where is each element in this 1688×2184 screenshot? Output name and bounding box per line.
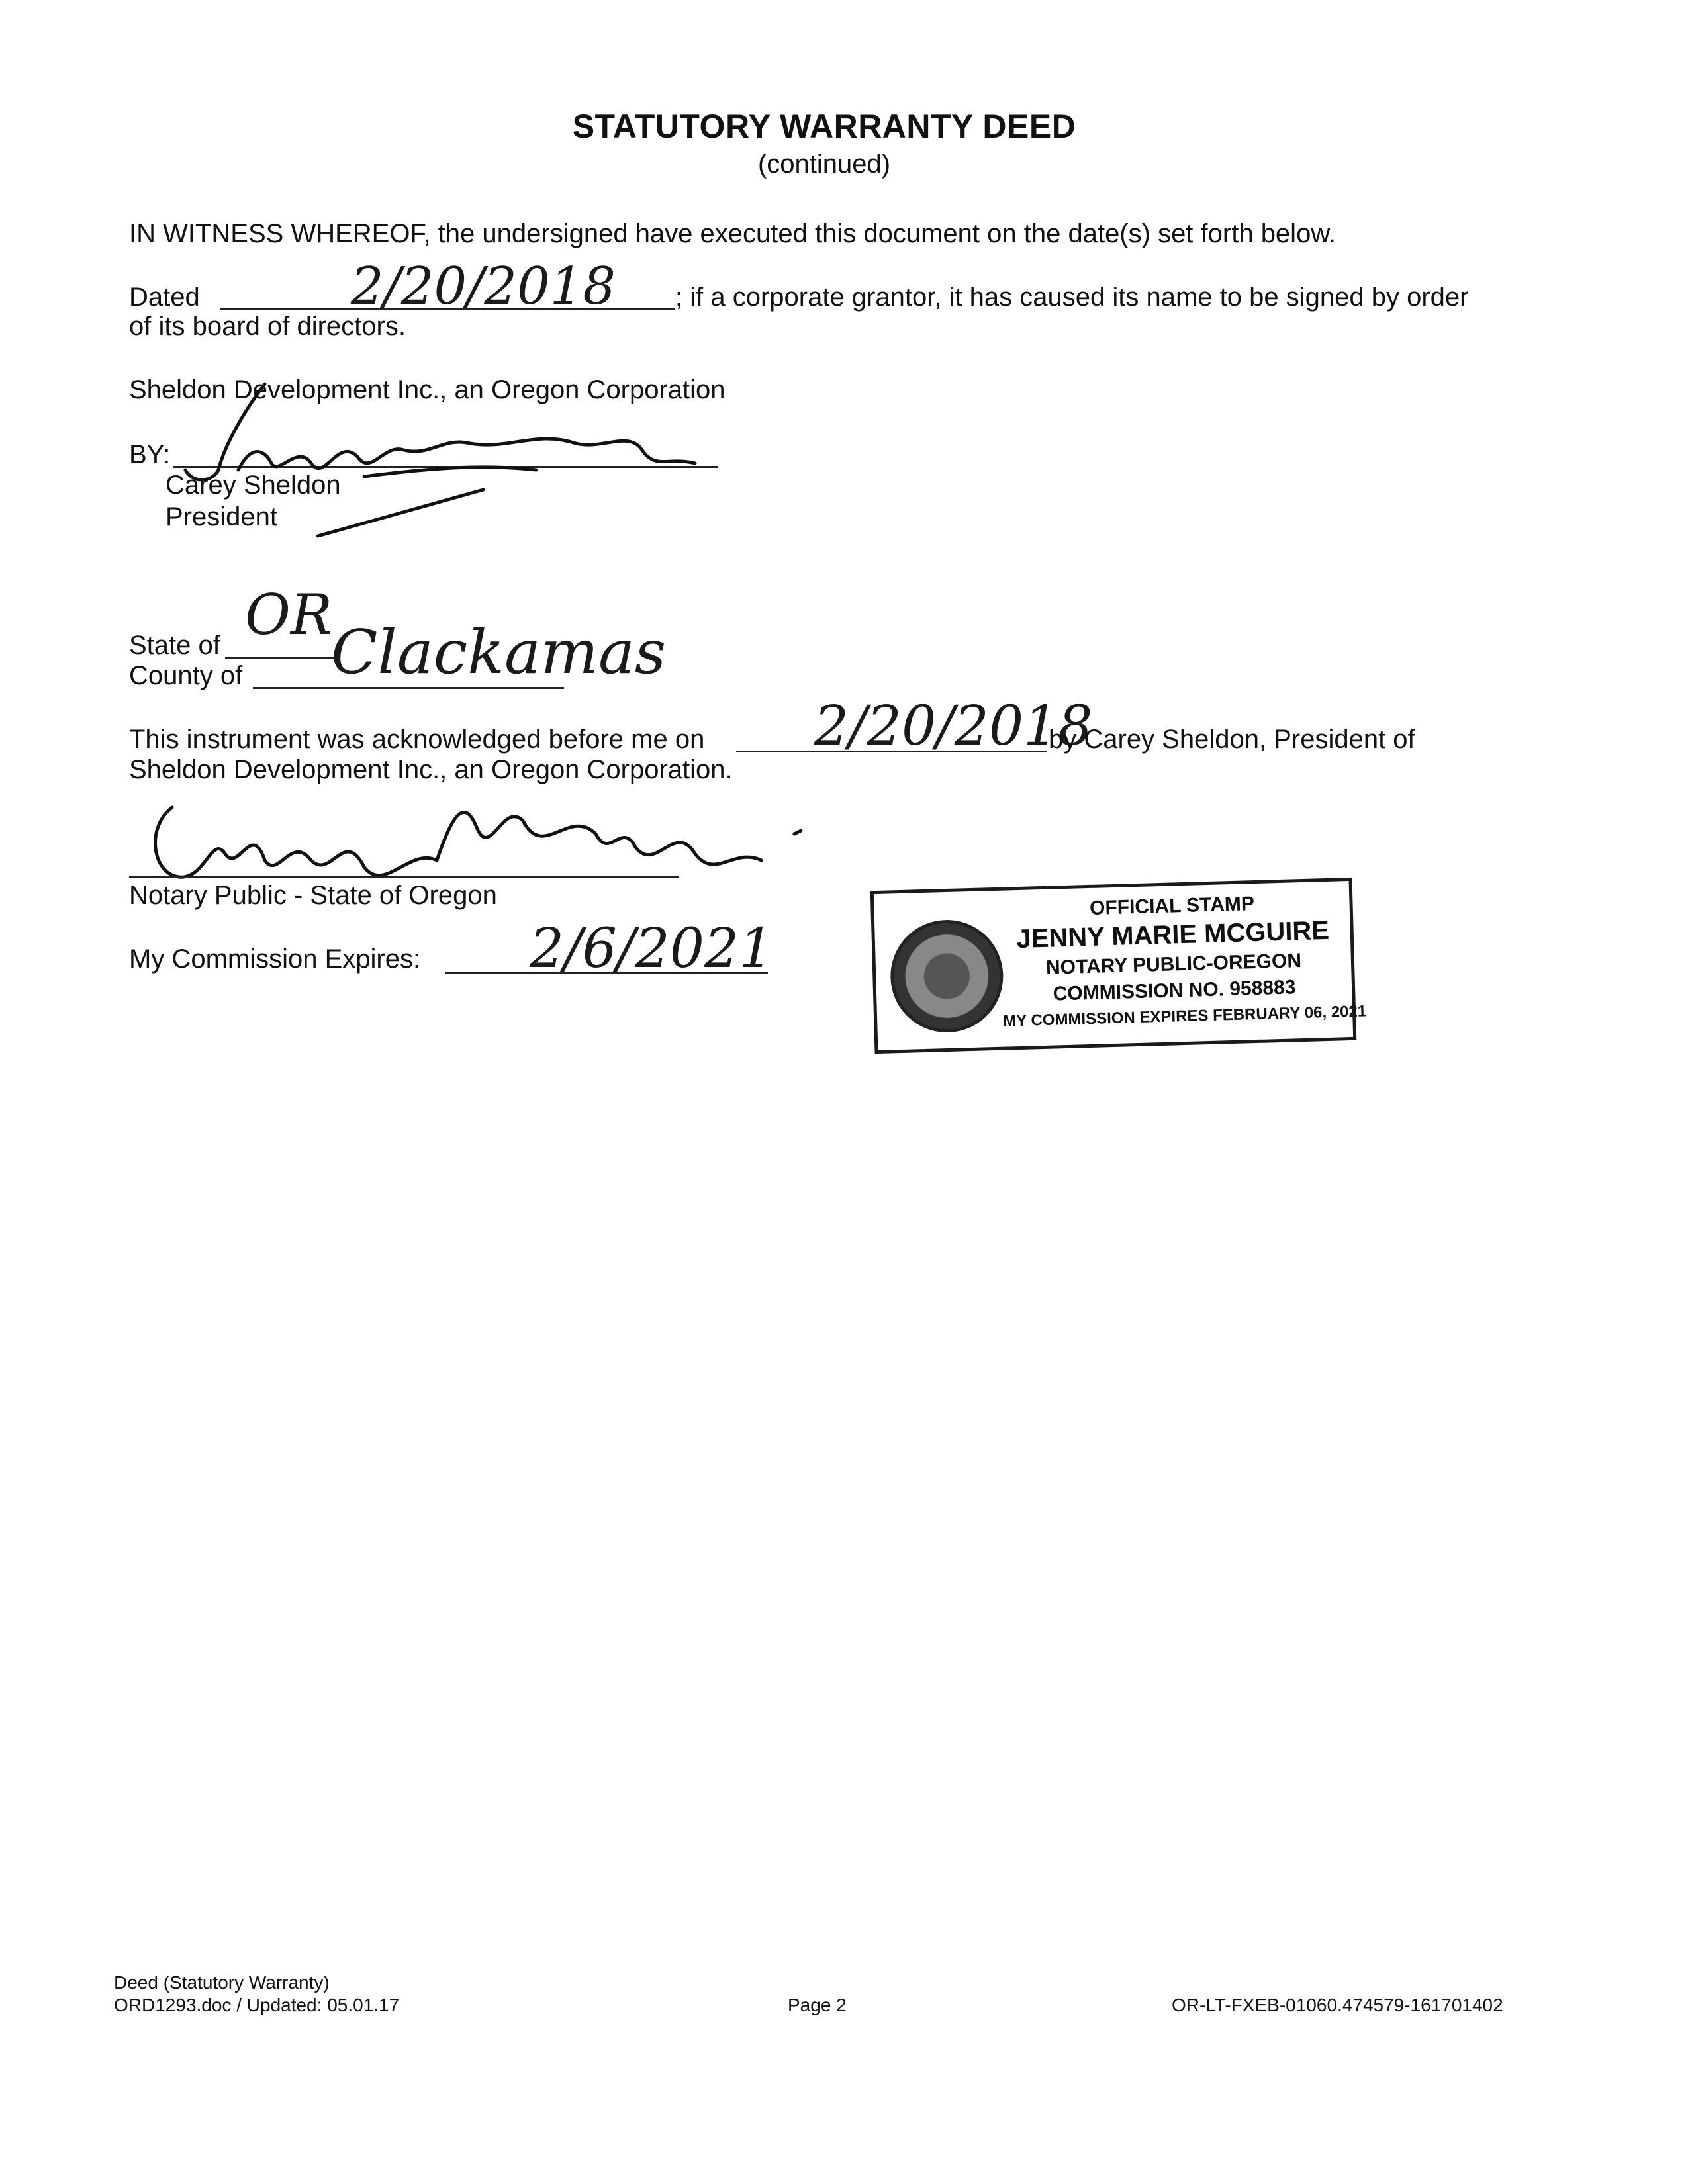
acknowledgment-line-2: Sheldon Development Inc., an Oregon Corporation.: [129, 755, 733, 784]
acknowledgment-suffix: by Carey Sheldon, President of: [1049, 725, 1415, 754]
dated-suffix-continued: of its board of directors.: [129, 312, 406, 341]
document-title: STATUTORY WARRANTY DEED: [572, 108, 1076, 145]
stamp-line-5: MY COMMISSION EXPIRES FEBRUARY 06, 2021: [1002, 1002, 1367, 1030]
state-underline: [225, 657, 338, 659]
stamp-line-1: OFFICIAL STAMP: [1089, 893, 1255, 919]
commission-handwritten-date: 2/6/2021: [530, 917, 774, 980]
county-handwritten: Clackamas: [331, 617, 667, 688]
dated-label: Dated: [129, 283, 200, 312]
footer-doc-file: ORD1293.doc / Updated: 05.01.17: [114, 1995, 400, 2015]
county-label: County of: [129, 661, 243, 690]
document-subtitle: (continued): [757, 150, 891, 179]
witness-statement: IN WITNESS WHEREOF, the undersigned have executed this document on the date(s) set forth below.: [129, 219, 1336, 248]
signer-name: Carey Sheldon: [165, 471, 341, 500]
state-seal-icon: [889, 919, 1005, 1034]
dated-handwritten-date: 2/20/2018: [351, 257, 616, 316]
footer-doc-type: Deed (Statutory Warranty): [114, 1972, 330, 1993]
grantor-name: Sheldon Development Inc., an Oregon Corporation: [129, 375, 726, 404]
state-handwritten: OR: [245, 582, 333, 647]
signer-title: President: [165, 502, 277, 531]
dated-suffix: ; if a corporate grantor, it has caused its name to be signed by order: [675, 283, 1469, 312]
acknowledgment-text: This instrument was acknowledged before me on: [129, 725, 705, 754]
notary-underline: [129, 876, 679, 878]
notary-official-stamp: [870, 878, 1367, 1054]
footer-doc-id: OR-LT-FXEB-01060.474579-161701402: [1172, 1995, 1503, 2015]
notary-label: Notary Public - State of Oregon: [129, 881, 497, 910]
state-label: State of: [129, 631, 220, 660]
footer-page-number: Page 2: [788, 1995, 847, 2015]
commission-label: My Commission Expires:: [129, 944, 421, 974]
acknowledgment-handwritten-date: 2/20/2018: [814, 695, 1093, 758]
stamp-line-4: COMMISSION NO. 958883: [1053, 976, 1296, 1005]
by-label: BY:: [129, 440, 171, 469]
stamp-line-2: JENNY MARIE MCGUIRE: [1015, 915, 1330, 954]
stamp-line-3: NOTARY PUBLIC-OREGON: [1045, 950, 1302, 979]
